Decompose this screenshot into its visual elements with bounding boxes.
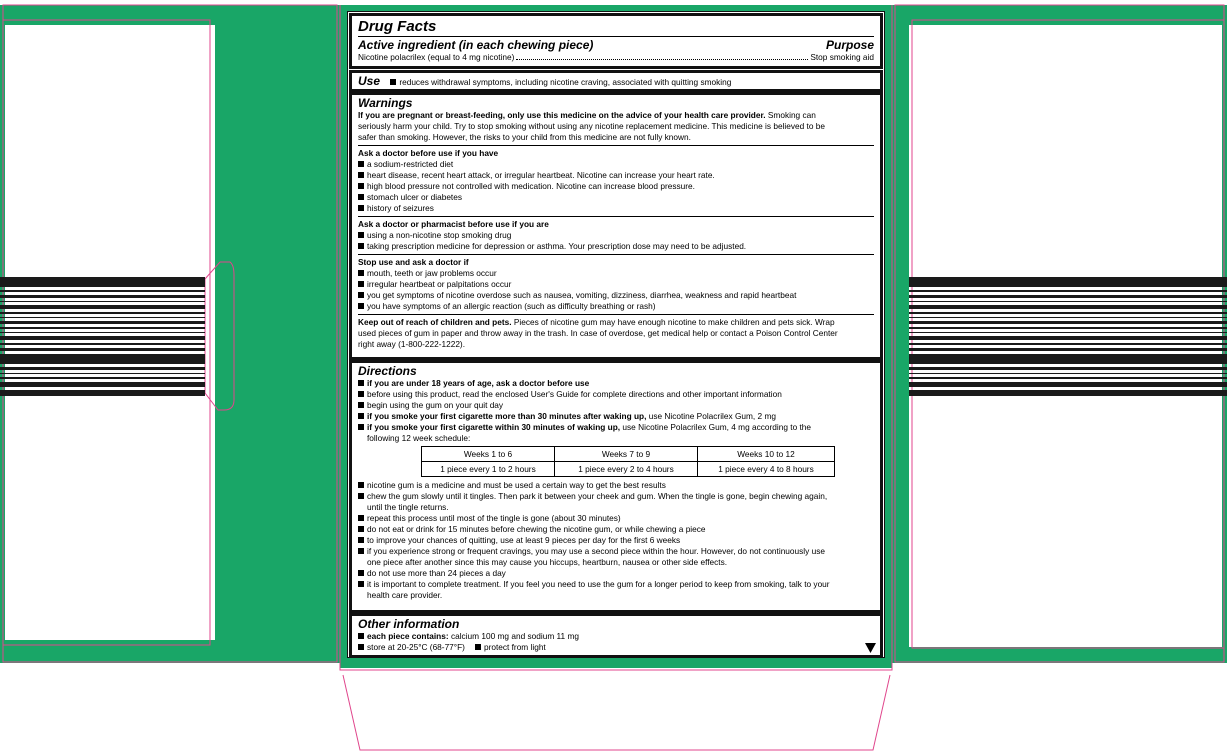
- ingredient-name: Nicotine polacrilex (equal to 4 mg nicotine): [358, 52, 515, 62]
- list-item: if you are under 18 years of age, ask a doctor before use: [358, 378, 874, 389]
- keep-out-line-2: used pieces of gum in paper and throw away in the trash. In case of overdose, get medical help or contact a Poison Control Center: [358, 328, 838, 338]
- list-item: repeat this process until most of the tingle is gone (about 30 minutes): [358, 513, 874, 524]
- bullet-icon: [358, 161, 364, 167]
- list-item: to improve your chances of quitting, use at least 9 pieces per day for the first 6 weeks: [358, 535, 874, 546]
- list-item: store at 20-25°C (68-77°F) protect from light: [358, 642, 874, 653]
- list-item: do not use more than 24 pieces a day: [358, 568, 874, 579]
- keep-out-line-3: right away (1-800-222-1222).: [358, 339, 465, 349]
- bullet-icon: [358, 270, 364, 276]
- bullet-icon: [358, 402, 364, 408]
- list-item: taking prescription medicine for depression or asthma. Your prescription dose may need to be adjusted.: [358, 241, 874, 252]
- bullet-icon: [358, 205, 364, 211]
- schedule-header: Weeks 7 to 9: [555, 447, 698, 462]
- bullet-icon: [358, 391, 364, 397]
- list-item: irregular heartbeat or palpitations occur: [358, 279, 874, 290]
- list-item-continuation: one piece after another since this may cause you hiccups, heartburn, nausea or other side effects.: [367, 557, 728, 567]
- table-row: [422, 447, 835, 462]
- list-item: each piece contains: calcium 100 mg and sodium 11 mg: [358, 631, 874, 642]
- bullet-icon: [358, 581, 364, 587]
- bullet-icon: [358, 493, 364, 499]
- bullet-icon: [358, 292, 364, 298]
- bullet-icon: [358, 194, 364, 200]
- other-information-heading: Other information: [358, 617, 460, 631]
- list-item: heart disease, recent heart attack, or irregular heartbeat. Nicotine can increase your heart rate.: [358, 170, 874, 181]
- list-item: a sodium-restricted diet: [358, 159, 874, 170]
- list-item: mouth, teeth or jaw problems occur: [358, 268, 874, 279]
- stop-use-heading: Stop use and ask a doctor if: [358, 257, 469, 267]
- bullet-icon: [358, 243, 364, 249]
- ask-doctor-heading: Ask a doctor before use if you have: [358, 148, 499, 158]
- list-item: it is important to complete treatment. If you feel you need to use the gum for a longer period to keep from smoking, talk to your: [358, 579, 874, 590]
- pregnancy-warning-line-2: seriously harm your child. Try to stop smoking without using any nicotine replacement medicine. This medicine is believed to be: [358, 121, 826, 131]
- bullet-icon: [358, 424, 364, 430]
- bullet-icon: [475, 644, 481, 650]
- list-item: if you smoke your first cigarette more than 30 minutes after waking up, use Nicotine Polacrilex Gum, 2 mg: [358, 411, 874, 422]
- bullet-icon: [358, 548, 364, 554]
- list-item-continuation: health care provider.: [367, 590, 443, 600]
- list-item-continuation: until the tingle returns.: [367, 502, 449, 512]
- dosing-schedule-table: [421, 446, 835, 477]
- bullet-icon: [358, 303, 364, 309]
- list-item: using a non-nicotine stop smoking drug: [358, 230, 874, 241]
- use-heading: Use: [358, 74, 381, 88]
- bullet-icon: [358, 537, 364, 543]
- table-row: [422, 462, 835, 477]
- bullet-icon: [358, 172, 364, 178]
- other-information-section: [349, 613, 883, 658]
- triangle-down-icon: [865, 643, 876, 653]
- bullet-icon: [358, 570, 364, 576]
- bullet-icon: [358, 281, 364, 287]
- bullet-icon: [358, 482, 364, 488]
- bullet-icon: [358, 515, 364, 521]
- bullet-icon: [358, 380, 364, 386]
- bullet-icon: [358, 633, 364, 639]
- left-flap-die-line: [3, 5, 337, 662]
- list-item: nicotine gum is a medicine and must be used a certain way to get the best results: [358, 480, 874, 491]
- active-ingredient-row: [358, 52, 874, 63]
- dot-leader: [516, 59, 808, 60]
- drug-facts-title: Drug Facts: [358, 18, 437, 35]
- pregnancy-warning-line-1: If you are pregnant or breast-feeding, only use this medicine on the advice of your health care provider. Smoking can: [358, 110, 816, 120]
- list-item: if you smoke your first cigarette within 30 minutes of waking up, use Nicotine Polacrilex Gum, 4 mg according to the: [358, 422, 874, 433]
- warnings-section: [349, 92, 883, 360]
- active-ingredient-section: [349, 13, 883, 69]
- bullet-icon: [358, 232, 364, 238]
- directions-heading: Directions: [358, 364, 417, 378]
- bullet-icon: [358, 644, 364, 650]
- ask-pharmacist-heading: Ask a doctor or pharmacist before use if you are: [358, 219, 549, 229]
- bullet-icon: [390, 79, 396, 85]
- list-item: high blood pressure not controlled with medication. Nicotine can increase blood pressure.: [358, 181, 874, 192]
- schedule-value: 1 piece every 1 to 2 hours: [422, 462, 555, 477]
- right-flap-die-line: [895, 5, 1224, 662]
- list-item: stomach ulcer or diabetes: [358, 192, 874, 203]
- list-item: history of seizures: [358, 203, 874, 214]
- bullet-icon: [358, 413, 364, 419]
- list-item: do not eat or drink for 15 minutes before chewing the nicotine gum, or while chewing a piece: [358, 524, 874, 535]
- hang-tab-die-line: [205, 262, 234, 410]
- purpose-heading: Purpose: [825, 38, 874, 52]
- list-item: you get symptoms of nicotine overdose such as nausea, vomiting, dizziness, diarrhea, weakness and rapid heartbeat: [358, 290, 874, 301]
- schedule-value: 1 piece every 4 to 8 hours: [698, 462, 835, 477]
- list-item-continuation: following 12 week schedule:: [367, 433, 471, 443]
- list-item: if you experience strong or frequent cravings, you may use a second piece within the hour. However, do not continuously use: [358, 546, 874, 557]
- schedule-header: Weeks 1 to 6: [422, 447, 555, 462]
- schedule-header: Weeks 10 to 12: [698, 447, 835, 462]
- active-ingredient-heading: Active ingredient (in each chewing piece): [358, 38, 594, 52]
- list-item: you have symptoms of an allergic reaction (such as difficulty breathing or rash): [358, 301, 874, 312]
- bullet-icon: [358, 183, 364, 189]
- list-item: begin using the gum on your quit day: [358, 400, 874, 411]
- pregnancy-warning-line-3: safer than smoking. However, the risks to your child from this medicine are not fully known.: [358, 132, 691, 142]
- list-item: before using this product, read the enclosed User's Guide for complete directions and other important information: [358, 389, 874, 400]
- right-flap-inner-die-line: [912, 20, 1224, 648]
- bottom-flap-die-line: [343, 675, 890, 750]
- keep-out-line-1: Keep out of reach of children and pets. Pieces of nicotine gum may have enough nicotine to make children and pets sick. Wrap: [358, 317, 835, 327]
- schedule-value: 1 piece every 2 to 4 hours: [555, 462, 698, 477]
- use-section: [349, 70, 883, 92]
- list-item: chew the gum slowly until it tingles. Then park it between your cheek and gum. When the tingle is gone, begin chewing again,: [358, 491, 874, 502]
- warnings-heading: Warnings: [358, 96, 413, 110]
- directions-section: [349, 360, 883, 613]
- purpose-text: Stop smoking aid: [810, 52, 874, 62]
- use-text: reduces withdrawal symptoms, including nicotine craving, associated with quitting smoking: [399, 77, 732, 87]
- bullet-icon: [358, 526, 364, 532]
